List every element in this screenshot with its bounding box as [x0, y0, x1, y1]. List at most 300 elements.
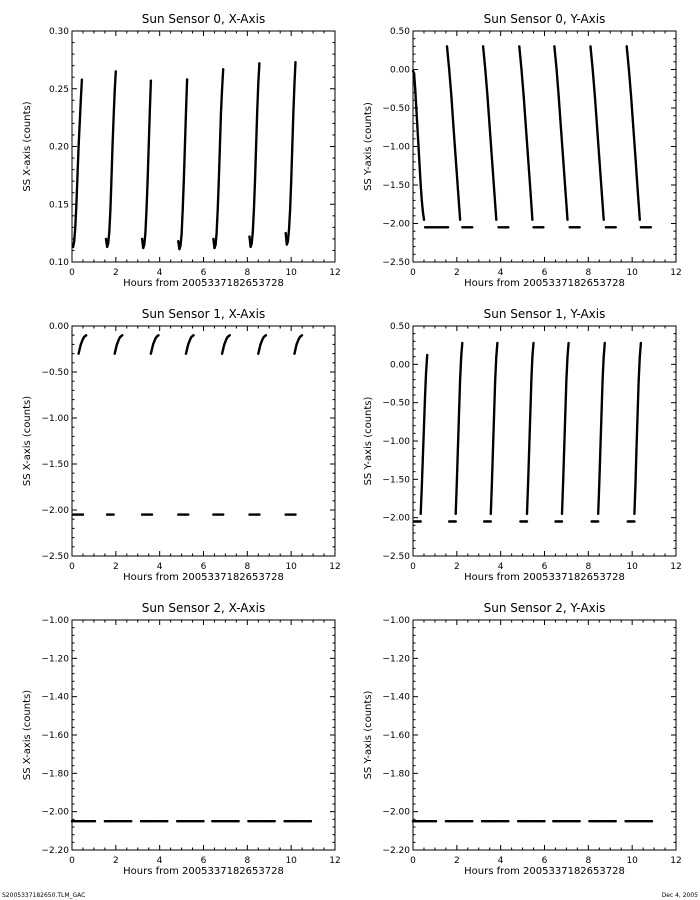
data-point: [465, 226, 467, 228]
data-point: [78, 353, 80, 355]
x-tick-label: 8: [244, 268, 251, 278]
data-point: [455, 513, 457, 515]
data-point: [291, 514, 293, 516]
data-point: [184, 145, 186, 147]
data-point: [448, 68, 450, 70]
data-trace: [491, 343, 498, 514]
y-tick-label: −2.00: [41, 506, 69, 516]
data-point: [270, 820, 272, 822]
data-point: [461, 820, 463, 822]
data-point: [431, 226, 433, 228]
data-point: [600, 188, 602, 190]
data-point: [274, 820, 276, 822]
data-point: [434, 226, 436, 228]
data-point: [562, 482, 564, 484]
data-point: [221, 820, 223, 822]
y-tick-label: −2.20: [41, 846, 69, 856]
data-point: [287, 820, 289, 822]
data-point: [504, 226, 506, 228]
data-point: [450, 95, 452, 97]
data-point: [413, 72, 415, 74]
data-point: [526, 513, 528, 515]
x-tick-label: 10: [626, 268, 638, 278]
data-point: [215, 244, 217, 246]
data-point: [592, 68, 594, 70]
data-point: [490, 520, 492, 522]
y-axis-label: SS X-axis (counts): [22, 689, 33, 781]
data-point: [639, 219, 641, 221]
data-point: [554, 520, 556, 522]
data-point: [451, 820, 453, 822]
data-point: [458, 820, 460, 822]
y-tick-label: −0.50: [41, 368, 69, 378]
data-point: [127, 820, 129, 822]
data-point: [186, 820, 188, 822]
x-tick-label: 8: [244, 856, 251, 866]
data-point: [109, 514, 111, 516]
chart-panel: [22, 307, 341, 583]
data-point: [152, 343, 154, 345]
data-point: [482, 45, 484, 47]
data-point: [504, 820, 506, 822]
y-tick-label: 0.10: [48, 258, 69, 268]
data-point: [256, 111, 258, 113]
data-point: [182, 209, 184, 211]
data-point: [565, 379, 567, 381]
data-trace: [213, 69, 223, 248]
data-point: [602, 820, 604, 822]
data-point: [297, 341, 299, 343]
data-point: [559, 820, 561, 822]
data-point: [413, 520, 415, 522]
data-point: [599, 448, 601, 450]
data-point: [293, 82, 295, 84]
data-point: [87, 820, 89, 822]
data-point: [287, 240, 289, 242]
y-tick-label: 0.50: [389, 322, 410, 332]
data-point: [457, 188, 459, 190]
data-point: [148, 145, 150, 147]
data-point: [553, 45, 555, 47]
chart-panels: [22, 12, 682, 877]
data-point: [117, 341, 119, 343]
data-trace: [519, 46, 532, 219]
data-point: [495, 356, 497, 358]
data-point: [120, 820, 122, 822]
y-tick-label: −2.50: [382, 258, 410, 268]
data-point: [630, 520, 632, 522]
data-point: [572, 820, 574, 822]
data-point: [598, 157, 600, 159]
data-point: [110, 180, 112, 182]
data-point: [141, 238, 143, 240]
data-point: [414, 88, 416, 90]
data-point: [121, 334, 123, 336]
data-trace: [562, 343, 569, 514]
data-point: [124, 820, 126, 822]
data-point: [284, 820, 286, 822]
x-tick-label: 10: [285, 268, 297, 278]
data-point: [72, 246, 74, 248]
data-point: [185, 111, 187, 113]
data-point: [222, 514, 224, 516]
x-tick-label: 8: [585, 268, 592, 278]
data-point: [218, 180, 220, 182]
data-point: [539, 226, 541, 228]
data-point: [531, 356, 533, 358]
data-point: [151, 514, 153, 516]
data-point: [468, 226, 470, 228]
data-point: [158, 334, 160, 336]
data-point: [422, 455, 424, 457]
y-tick-label: −1.00: [41, 616, 69, 626]
data-trace: [598, 343, 605, 514]
data-point: [605, 820, 607, 822]
data-point: [301, 334, 303, 336]
chart-panel: [22, 12, 341, 289]
data-point: [202, 820, 204, 822]
data-point: [455, 157, 457, 159]
data-point: [254, 820, 256, 822]
data-point: [143, 244, 145, 246]
data-point: [223, 343, 225, 345]
data-point: [81, 820, 83, 822]
data-point: [526, 520, 528, 522]
data-point: [484, 820, 486, 822]
data-point: [568, 342, 570, 344]
chart-title: Sun Sensor 1, X-Axis: [141, 307, 266, 321]
data-point: [193, 820, 195, 822]
data-point: [572, 226, 574, 228]
data-trace: [73, 80, 82, 248]
data-point: [564, 188, 566, 190]
data-point: [288, 514, 290, 516]
data-point: [424, 226, 426, 228]
data-point: [81, 341, 83, 343]
data-point: [71, 820, 73, 822]
data-point: [529, 413, 531, 415]
x-axis-label: Hours from 2005337182653728: [123, 572, 284, 583]
data-point: [634, 157, 636, 159]
data-point: [177, 514, 179, 516]
data-point: [427, 226, 429, 228]
data-point: [224, 341, 226, 343]
data-point: [432, 820, 434, 822]
data-point: [561, 520, 563, 522]
data-point: [598, 482, 600, 484]
x-tick-label: 10: [626, 856, 638, 866]
data-point: [556, 820, 558, 822]
data-point: [537, 820, 539, 822]
data-point: [416, 126, 418, 128]
x-tick-label: 6: [541, 562, 548, 572]
data-point: [142, 247, 144, 249]
data-point: [496, 342, 498, 344]
data-point: [300, 820, 302, 822]
data-point: [108, 231, 110, 233]
data-point: [542, 226, 544, 228]
data-point: [603, 356, 605, 358]
data-point: [94, 820, 96, 822]
data-point: [524, 820, 526, 822]
data-point: [212, 238, 214, 240]
data-point: [107, 820, 109, 822]
data-point: [215, 820, 217, 822]
data-point: [153, 820, 155, 822]
data-point: [491, 482, 493, 484]
data-point: [150, 820, 152, 822]
data-point: [595, 820, 597, 822]
data-point: [420, 184, 422, 186]
data-point: [444, 226, 446, 228]
y-tick-label: −1.40: [41, 692, 69, 703]
x-tick-label: 0: [69, 856, 75, 866]
data-point: [426, 354, 428, 356]
plot-frame: [72, 326, 335, 556]
data-point: [488, 820, 490, 822]
data-point: [520, 68, 522, 70]
data-point: [534, 820, 536, 822]
y-tick-label: 0.50: [389, 27, 410, 37]
x-tick-label: 10: [285, 562, 297, 572]
data-point: [179, 820, 181, 822]
data-point: [298, 338, 300, 340]
data-point: [113, 514, 115, 516]
data-point: [267, 820, 269, 822]
data-point: [532, 226, 534, 228]
y-tick-label: −1.80: [382, 769, 410, 780]
data-point: [288, 229, 290, 231]
y-tick-label: −2.00: [382, 219, 410, 230]
data-point: [627, 520, 629, 522]
data-point: [569, 226, 571, 228]
data-point: [179, 245, 181, 247]
data-point: [211, 820, 213, 822]
y-tick-label: 0.00: [389, 360, 410, 371]
data-point: [566, 219, 568, 221]
data-point: [484, 68, 486, 70]
data-point: [422, 211, 424, 213]
data-point: [465, 820, 467, 822]
data-point: [72, 514, 74, 516]
data-point: [91, 820, 93, 822]
data-point: [422, 820, 424, 822]
data-point: [160, 820, 162, 822]
data-point: [540, 820, 542, 822]
data-point: [597, 513, 599, 515]
data-point: [611, 820, 613, 822]
data-trace: [421, 355, 428, 514]
data-point: [494, 379, 496, 381]
y-tick-label: −2.50: [41, 552, 69, 562]
data-point: [594, 95, 596, 97]
data-point: [589, 45, 591, 47]
x-axis-label: Hours from 2005337182653728: [123, 866, 284, 877]
data-point: [74, 820, 76, 822]
data-point: [257, 820, 259, 822]
chart-title: Sun Sensor 2, X-Axis: [141, 601, 266, 615]
y-tick-label: −1.20: [41, 654, 69, 665]
data-point: [552, 820, 554, 822]
data-trace: [634, 343, 641, 514]
x-tick-label: 10: [285, 856, 297, 866]
data-point: [558, 95, 560, 97]
data-point: [147, 820, 149, 822]
data-point: [644, 820, 646, 822]
data-point: [248, 236, 250, 238]
data-point: [423, 219, 425, 221]
data-point: [633, 513, 635, 515]
y-tick-label: 0.25: [48, 84, 69, 95]
data-point: [562, 157, 564, 159]
data-point: [82, 514, 84, 516]
data-point: [523, 520, 525, 522]
data-trace: [447, 46, 460, 219]
data-point: [640, 342, 642, 344]
y-tick-label: 0.30: [48, 27, 69, 37]
data-point: [594, 520, 596, 522]
data-trace: [178, 80, 187, 250]
chart-title: Sun Sensor 0, Y-Axis: [483, 12, 606, 26]
data-point: [147, 180, 149, 182]
data-point: [217, 209, 219, 211]
data-point: [258, 62, 260, 64]
data-point: [605, 226, 607, 228]
data-point: [615, 226, 617, 228]
x-tick-label: 4: [497, 268, 504, 278]
y-tick-label: −2.20: [382, 846, 410, 856]
data-point: [178, 248, 180, 250]
data-point: [459, 219, 461, 221]
x-tick-label: 4: [156, 856, 163, 866]
data-point: [457, 448, 459, 450]
data-point: [420, 513, 422, 515]
data-point: [231, 820, 233, 822]
x-axis-label: Hours from 2005337182653728: [464, 572, 625, 583]
data-point: [216, 514, 218, 516]
data-point: [437, 226, 439, 228]
data-point: [262, 338, 264, 340]
data-point: [600, 413, 602, 415]
data-point: [425, 820, 427, 822]
data-point: [177, 240, 179, 242]
data-point: [611, 226, 613, 228]
data-point: [82, 338, 84, 340]
data-point: [421, 199, 423, 201]
data-trace: [456, 343, 463, 514]
x-tick-label: 0: [410, 562, 416, 572]
data-point: [592, 820, 594, 822]
y-axis-label: SS Y-axis (counts): [363, 690, 374, 780]
data-point: [255, 514, 257, 516]
data-point: [265, 334, 267, 336]
data-point: [254, 180, 256, 182]
data-point: [641, 820, 643, 822]
data-point: [628, 820, 630, 822]
data-point: [189, 338, 191, 340]
data-point: [144, 232, 146, 234]
data-point: [626, 45, 628, 47]
chart-title: Sun Sensor 0, X-Axis: [141, 12, 266, 26]
plot-frame: [413, 620, 676, 850]
data-point: [471, 226, 473, 228]
x-tick-label: 4: [156, 562, 163, 572]
chart-title: Sun Sensor 1, Y-Axis: [483, 307, 606, 321]
y-tick-label: 0.00: [389, 65, 410, 76]
data-point: [639, 356, 641, 358]
data-point: [501, 820, 503, 822]
data-point: [114, 90, 116, 92]
data-point: [186, 78, 188, 80]
data-point: [527, 482, 529, 484]
data-point: [575, 820, 577, 822]
y-tick-label: −1.20: [382, 654, 410, 665]
y-tick-label: 0.20: [48, 142, 69, 153]
x-tick-label: 2: [453, 856, 460, 866]
y-tick-label: −1.00: [41, 414, 69, 424]
data-point: [631, 820, 633, 822]
data-point: [141, 514, 143, 516]
y-tick-label: −0.50: [382, 104, 410, 114]
data-point: [221, 88, 223, 90]
data-point: [415, 107, 417, 109]
data-point: [530, 379, 532, 381]
data-point: [630, 95, 632, 97]
data-point: [294, 348, 296, 350]
data-point: [419, 820, 421, 822]
data-point: [183, 180, 185, 182]
data-point: [221, 353, 223, 355]
x-tick-label: 4: [497, 562, 504, 572]
data-point: [507, 226, 509, 228]
data-point: [113, 117, 115, 119]
data-point: [76, 174, 78, 176]
data-point: [290, 180, 292, 182]
y-tick-label: −1.00: [382, 437, 410, 447]
data-point: [248, 514, 250, 516]
data-point: [257, 353, 259, 355]
data-trace: [286, 62, 296, 245]
data-point: [591, 520, 593, 522]
data-point: [447, 226, 449, 228]
data-point: [213, 247, 215, 249]
data-point: [415, 820, 417, 822]
data-point: [566, 356, 568, 358]
data-point: [144, 514, 146, 516]
data-point: [251, 242, 253, 244]
data-point: [448, 820, 450, 822]
data-point: [564, 413, 566, 415]
data-point: [258, 348, 260, 350]
data-point: [489, 126, 491, 128]
data-point: [445, 820, 447, 822]
data-point: [187, 343, 189, 345]
data-point: [560, 126, 562, 128]
data-point: [110, 820, 112, 822]
data-point: [105, 238, 107, 240]
data-point: [588, 820, 590, 822]
data-point: [497, 226, 499, 228]
data-point: [154, 338, 156, 340]
data-point: [247, 820, 249, 822]
data-point: [491, 820, 493, 822]
data-point: [296, 343, 298, 345]
y-tick-label: −1.50: [382, 475, 410, 486]
data-point: [525, 126, 527, 128]
data-point: [603, 219, 605, 221]
y-tick-label: 0.00: [48, 322, 69, 332]
data-point: [183, 820, 185, 822]
